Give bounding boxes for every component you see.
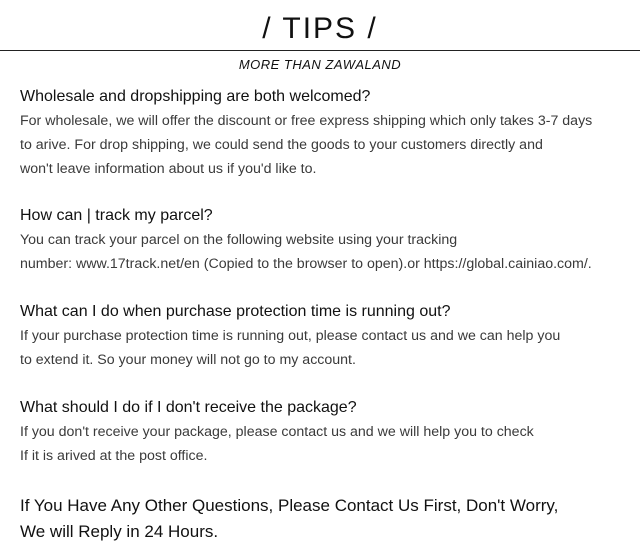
faq-answer-line: If it is arived at the post office. [20,448,208,464]
closing-line: If You Have Any Other Questions, Please Contact Us First, Don't Worry, [20,496,559,515]
faq-answer-line: If your purchase protection time is running out, please contact us and we can help you [20,328,561,344]
page-title: / TIPS / [262,12,378,45]
faq-question: What should I do if I don't receive the package? [20,399,357,416]
faq-answer [20,420,630,468]
faq-question: How can | track my parcel? [20,207,213,224]
faq-answer-line: won't leave information about us if you'd like to. [20,161,317,177]
faq-answer [20,228,630,276]
faq-answer-line: You can track your parcel on the following website using your tracking [20,232,458,248]
faq-answer-line: For wholesale, we will offer the discount or free express shipping which only takes 3-7 days [20,113,593,129]
faq-answer-line: to arive. For drop shipping, we could send the goods to your customers directly and [20,137,543,153]
closing-line: We will Reply in 24 Hours. [20,522,219,541]
faq-answer-line: If you don't receive your package, please contact us and we will help you to check [20,424,534,440]
faq-answer [20,109,630,181]
faq-answer-line: number: www.17track.net/en (Copied to the browser to open).or https://global.cainiao.com/. [20,256,592,272]
closing-message [20,493,558,545]
faq-purchase-protection [20,301,630,372]
faq-answer-line: to extend it. So your money will not go to my account. [20,352,356,368]
faq-track-parcel [20,205,630,276]
faq-question: Wholesale and dropshipping are both welcomed? [20,88,371,105]
faq-question: What can I do when purchase protection time is running out? [20,303,451,320]
faq-answer [20,324,630,372]
title-divider [0,50,640,51]
faq-wholesale-dropshipping [20,86,630,181]
page-subtitle: MORE THAN ZAWALAND [238,57,402,72]
faq-package-not-received [20,397,630,468]
